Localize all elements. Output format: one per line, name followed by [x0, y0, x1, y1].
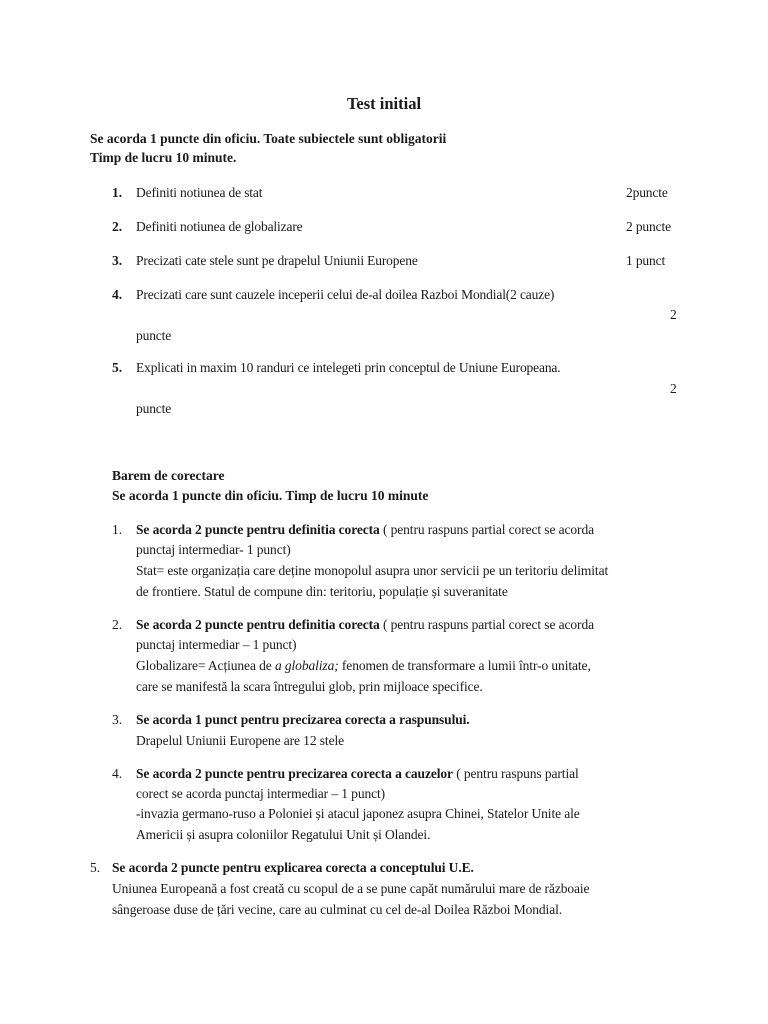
question-number: 4. [112, 287, 123, 302]
question-number: 1. [112, 185, 123, 200]
barem-subtitle: Se acorda 1 puncte din oficiu. Timp de lucru 10 minute [112, 488, 429, 503]
barem-item-bold: Se acorda 2 puncte pentru precizarea corecta a cauzelor [136, 766, 453, 781]
barem-item-line: Stat= este organizația care deține monopolul asupra unor servicii pe un teritoriu delimitat [136, 563, 609, 578]
question-points-word: puncte [136, 401, 172, 416]
question-points: 1 punct [626, 253, 666, 268]
barem-item-heading [136, 766, 579, 782]
barem-item-line-pre: Globalizare= Acțiunea de [136, 658, 275, 673]
question-number: 2. [112, 219, 123, 234]
question-number: 3. [112, 253, 123, 268]
barem-item-number: 4. [112, 766, 123, 781]
barem-item-line [136, 658, 591, 674]
barem-item-number: 2. [112, 617, 123, 632]
barem-item-bold: Se acorda 2 puncte pentru definitia corecta [136, 617, 380, 632]
question-points-word: puncte [136, 328, 172, 343]
question-points-number: 2 [670, 381, 677, 396]
barem-item-number: 5. [90, 860, 101, 875]
barem-item-heading [136, 617, 594, 633]
barem-item-heading [136, 522, 594, 538]
question-number: 5. [112, 360, 123, 375]
question-points-number: 2 [670, 307, 677, 322]
barem-item-line: Americii și asupra coloniilor Regatului Unit și Olandei. [136, 827, 431, 842]
barem-item-line: care se manifestă la scara întregului glob, prin mijloace specifice. [136, 679, 483, 694]
page-title: Test initial [346, 94, 422, 113]
barem-item-line: corect se acorda punctaj intermediar – 1 punct) [136, 786, 386, 801]
question-text: Precizati care sunt cauzele inceperii celui de-al doilea Razboi Mondial(2 cauze) [136, 287, 555, 302]
question-points: 2puncte [626, 185, 668, 200]
question-points: 2 puncte [626, 219, 671, 234]
barem-item-bold: Se acorda 2 puncte pentru definitia corecta [136, 522, 380, 537]
barem-item-bold: Se acorda 1 punct pentru precizarea corecta a raspunsului. [136, 712, 470, 727]
barem-item-rest: ( pentru raspuns partial corect se acorda [379, 617, 594, 632]
barem-item-rest: ( pentru raspuns partial corect se acorda [379, 522, 594, 537]
barem-item-line: -invazia germano-ruso a Poloniei și atacul japonez asupra Chinei, Statelor Unite ale [136, 806, 580, 821]
barem-item-line: Drapelul Uniunii Europene are 12 stele [136, 733, 345, 748]
question-text: Definiti notiunea de globalizare [136, 219, 303, 234]
barem-item-line: sângeroase duse de țări vecine, care au culminat cu cel de-al Doilea Război Mondial. [112, 902, 563, 917]
header-line-1: Se acorda 1 puncte din oficiu. Toate subiectele sunt obligatorii [90, 131, 447, 146]
barem-item-line: de frontiere. Statul de compune din: teritoriu, populație și suveranitate [136, 584, 508, 599]
barem-item-line-post: fenomen de transformare a lumii într-o unitate, [338, 658, 591, 673]
barem-item-number: 3. [112, 712, 123, 727]
barem-title: Barem de corectare [112, 468, 225, 483]
barem-item-rest: ( pentru raspuns partial [452, 766, 579, 781]
question-text: Precizati cate stele sunt pe drapelul Uniunii Europene [136, 253, 418, 268]
question-text: Explicati in maxim 10 randuri ce intelegeti prin conceptul de Uniune Europeana. [136, 360, 561, 375]
barem-item-line: punctaj intermediar – 1 punct) [136, 637, 297, 652]
question-text: Definiti notiunea de stat [136, 185, 263, 200]
barem-item-line-italic: a globaliza; [274, 658, 339, 673]
header-line-2: Timp de lucru 10 minute. [90, 150, 237, 165]
barem-item-line: Uniunea Europeană a fost creată cu scopul de a se pune capăt numărului mare de războaie [112, 881, 590, 896]
barem-item-number: 1. [112, 522, 123, 537]
barem-item-line: punctaj intermediar- 1 punct) [136, 542, 291, 557]
barem-item-bold: Se acorda 2 puncte pentru explicarea corecta a conceptului U.E. [112, 860, 474, 875]
